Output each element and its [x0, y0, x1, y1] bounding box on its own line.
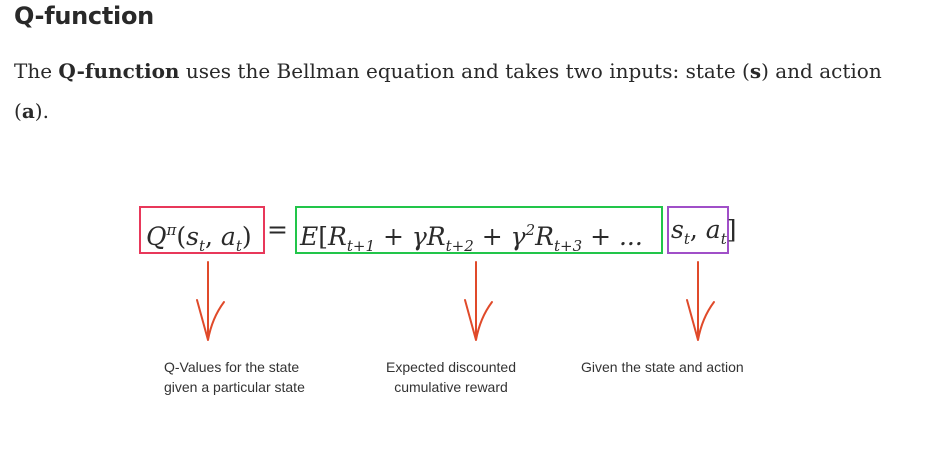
page-title: Q-function: [14, 2, 154, 30]
q-function-term: Q-function: [58, 59, 180, 83]
caption-q-values: [164, 357, 305, 397]
para-middle: uses the Bellman equation and takes two inputs: state (: [179, 59, 750, 83]
caption-line: Given the state and action: [581, 359, 744, 375]
caption-given-state-action: [581, 357, 744, 377]
down-arrow-icon: [687, 262, 714, 340]
caption-expected-reward: [386, 357, 516, 397]
down-arrow-icon: [197, 262, 224, 340]
equation-q-part: $Q^\pi(s_t$, $a_t$): [146, 221, 252, 255]
para-suffix: ).: [34, 99, 49, 123]
caption-line: Q-Values for the state: [164, 359, 300, 375]
action-symbol: a: [21, 99, 35, 123]
equation-expectation: $E[R_{t+1} + \gamma R_{t+2} + \gamma^2R_{t+3}$ + ...: [300, 221, 643, 255]
para-between: ) and action (: [14, 59, 882, 123]
caption-line: cumulative reward: [394, 379, 508, 395]
equation-equals: =: [267, 215, 288, 244]
caption-line: given a particular state: [164, 379, 305, 395]
state-symbol: s: [749, 59, 762, 83]
para-prefix: The: [14, 59, 59, 83]
down-arrow-icon: [465, 262, 492, 340]
equation-condition: $s_t$, $a_t$]: [671, 215, 737, 248]
caption-line: Expected discounted: [386, 359, 516, 375]
